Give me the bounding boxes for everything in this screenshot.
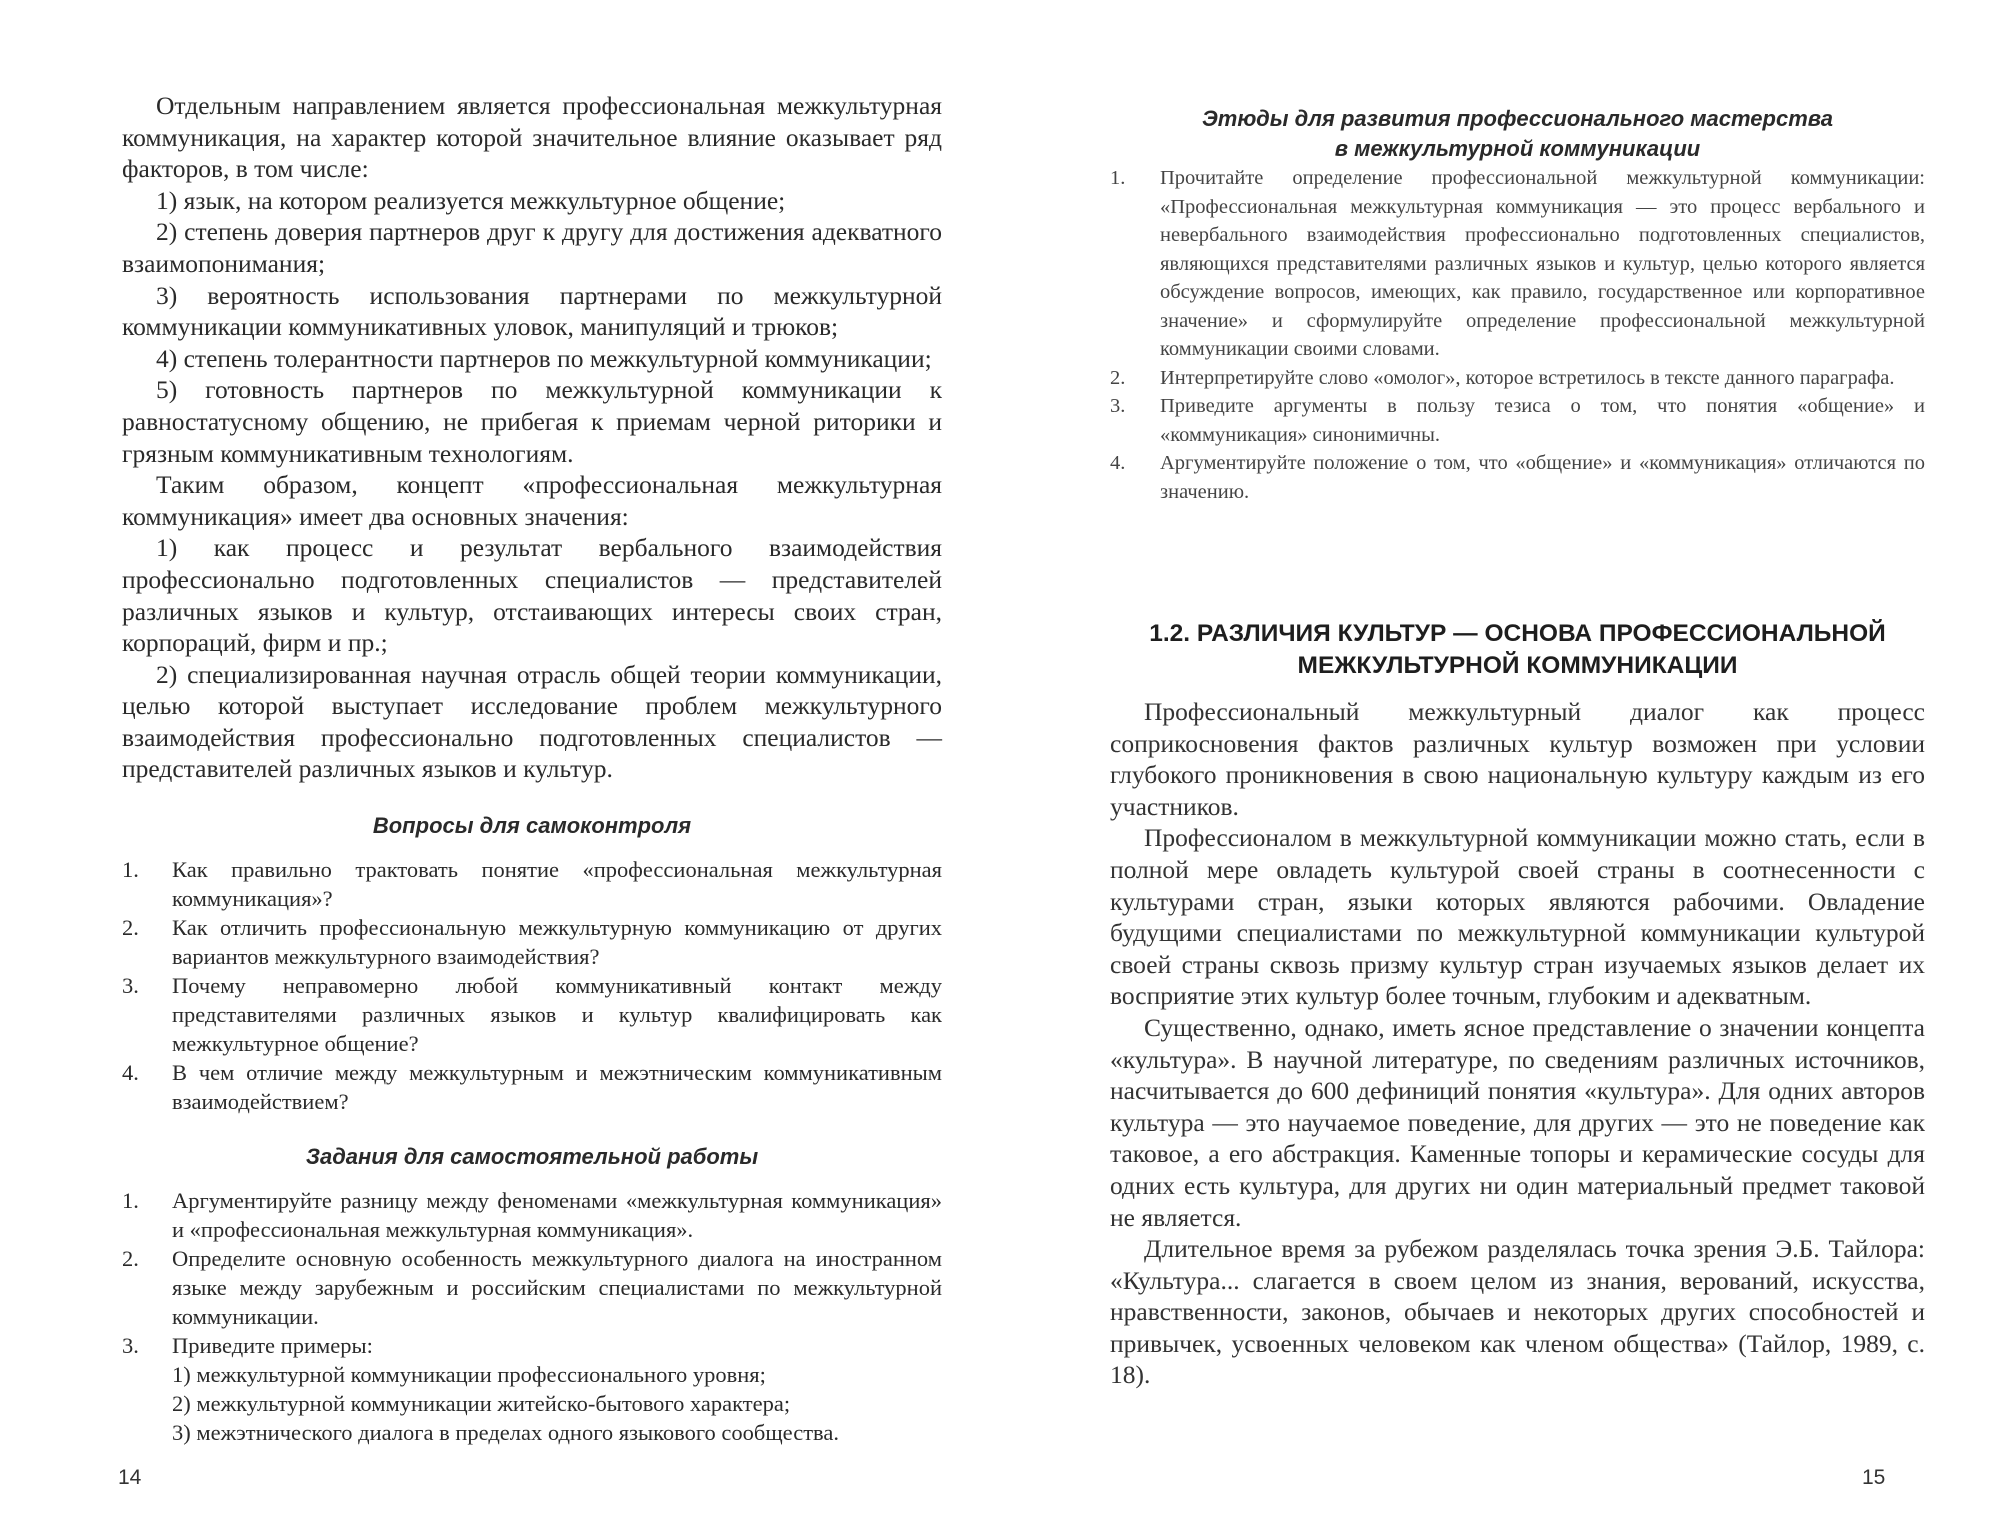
sublist-item: 2) межкультурной коммуникации житейско-бытового характера; [172,1391,791,1417]
list-text: Аргументируйте разницу между феноменами «межкультурная коммуникация» и «профессиональная межкультурная коммуникация». [172,1188,942,1243]
list-text: Приведите аргументы в пользу тезиса о том, что понятия «общение» и «коммуникация» синонимичны. [1160,395,1925,446]
list-number: 1. [1110,167,1126,189]
sublist-item: 1) межкультурной коммуникации профессионального уровня; [172,1362,766,1388]
list-item [122,1058,942,1116]
independent-work-title: Задания для самостоятельной работы [305,1144,759,1170]
list-text: Почему неправомерно любой коммуникативный контакт между представителями различных языков и культур квалифицировать как межкультурное общение? [172,973,942,1057]
meaning-item-1: 1) как процесс и результат вербального взаимодействия профессионально подготовленных специалистов — представителей различных языков и культур, отстаивающих интересы своих стран, корпораций, фирм и пр.; [122,533,942,658]
list-text: Интерпретируйте слово «омолог», которое встретилось в тексте данного параграфа. [1160,366,1895,389]
list-text: Приведите примеры: [172,1333,373,1359]
list-item [122,971,942,1058]
list-item [1110,392,1925,449]
list-item [1110,164,1925,364]
section-block [1110,618,1925,1391]
list-item [122,1331,942,1447]
list-item [122,913,942,971]
left-main-column [122,90,942,1447]
meaning-item-2: 2) специализированная научная отрасль общей теории коммуникации, целью которой выступает исследование проблем межкультурного взаимодействия профессионально подготовленных специалистов — представителей различных языков и культур. [122,659,942,784]
list-text: Определите основную особенность межкультурного диалога на иностранном языке между зарубежным и российским специалистами по межкультурной коммуникации. [172,1246,942,1330]
list-item [1110,449,1925,506]
exercises-title-line2: в межкультурной коммуникации [1334,136,1701,161]
factor-item-4: 4) степень толерантности партнеров по межкультурной коммуникации; [156,343,932,373]
list-number: 2. [1110,366,1126,389]
list-item [122,1186,942,1244]
paragraph-tylor: Длительное время за рубежом разделялась точка зрения Э.Б. Тайлора: «Культура... слагается в своем целом из знания, верований, искусства, нравственности, законов, обычаев и некоторых других способностей и привычек, усвоенных человеком как членом общества» (Тайлор, 1989, с. 18). [1110,1234,1925,1390]
examples-sublist [172,1360,942,1447]
factor-item-1: 1) язык, на котором реализуется межкультурное общение; [156,185,786,215]
list-number: 2. [122,915,139,941]
list-item [1110,364,1925,393]
factor-item-5: 5) готовность партнеров по межкультурной коммуникации к равностатусному общению, не прибегая к приемам черной риторики и грязным коммуникативным технологиям. [122,375,942,468]
list-text: Как правильно трактовать понятие «профессиональная межкультурная коммуникация»? [172,857,942,912]
paragraph-culture-concept: Существенно, однако, иметь ясное представление о значении концепта «культура». В научной литературе, по сведениям различных источников, насчитывается до 600 дефиниций понятия «культура». Для одних авторов культура — это научаемое поведение, для других — это не поведение как таковое, а его абстракция. Каменные топоры и керамические сосуды для одних есть культура, для других ни один материальный предмет таковой не является. [1110,1012,1925,1232]
list-item [122,855,942,913]
list-number: 3. [1110,395,1126,417]
list-number: 4. [1110,452,1126,474]
exercises-title-line1: Этюды для развития профессионального мастерства [1201,106,1834,131]
self-control-title: Вопросы для самоконтроля [372,813,692,839]
section-heading-line1: 1.2. РАЗЛИЧИЯ КУЛЬТУР — ОСНОВА ПРОФЕССИОНАЛЬНОЙ [1149,620,1886,647]
list-text: Как отличить профессиональную межкультурную коммуникацию от других вариантов межкультурного взаимодействия? [172,915,942,970]
self-control-list [122,855,942,1116]
paragraph-intro: Отдельным направлением является профессиональная межкультурная коммуникация, на характер которой значительное влияние оказывает ряд факторов, в том числе: [122,91,942,184]
page-number-left: 14 [118,1466,142,1489]
left-body-text [122,90,942,785]
independent-work-list [122,1186,942,1447]
list-text: Аргументируйте положение о том, что «общение» и «коммуникация» отличаются по значению. [1160,452,1925,503]
section-heading-line2: МЕЖКУЛЬТУРНОЙ КОММУНИКАЦИИ [1297,652,1738,679]
list-item [122,1244,942,1331]
right-body-text [1110,696,1925,1391]
list-number: 3. [122,1333,139,1359]
list-number: 3. [122,973,139,999]
paragraph-dialog: Профессиональный межкультурный диалог как процесс соприкосновения фактов различных культур возможен при условии глубокого проникновения в свою национальную культуру каждым из его участников. [1110,697,1925,821]
factor-item-2: 2) степень доверия партнеров друг к другу для достижения адекватного взаимопонимания; [122,217,942,278]
sublist-item: 3) межэтнического диалога в пределах одного языкового сообщества. [172,1420,839,1446]
page-number-right: 15 [1862,1466,1886,1489]
list-text: Прочитайте определение профессиональной межкультурной коммуникации: «Профессиональная межкультурная коммуникация — это процесс вербального и невербального взаимодействия профессионально подготовленных специалистов, являющихся представителями различных языков и культур, целью которого является обсуждение вопросов, имеющих, как правило, государственное или корпоративное значение» и сформулируйте определение профессиональной межкультурной коммуникации своими словами. [1160,167,1925,360]
list-number: 4. [122,1060,139,1086]
list-number: 2. [122,1246,139,1272]
exercises-block [1110,104,1925,506]
list-text: В чем отличие между межкультурным и межэтническим коммуникативным взаимодействием? [172,1060,942,1115]
right-page [1000,0,2000,1536]
paragraph-professional: Профессионалом в межкультурной коммуникации можно стать, если в полной мере овладеть культурой своей страны в соотнесенности с культурами стран, языки которых являются рабочими. Овладение будущими специалистами по межкультурной коммуникации культурой своей страны сквозь призму культур стран изучаемых языков делает их восприятие этих культур более точным, глубоким и адекватным. [1110,823,1925,1011]
exercises-list [1110,164,1925,506]
list-number: 1. [122,1188,139,1214]
paragraph-concept: Таким образом, концепт «профессиональная межкультурная коммуникация» имеет два основных значения: [122,470,942,531]
list-number: 1. [122,857,139,883]
factor-item-3: 3) вероятность использования партнерами по межкультурной коммуникации коммуникативных уловок, манипуляций и трюков; [122,280,942,342]
